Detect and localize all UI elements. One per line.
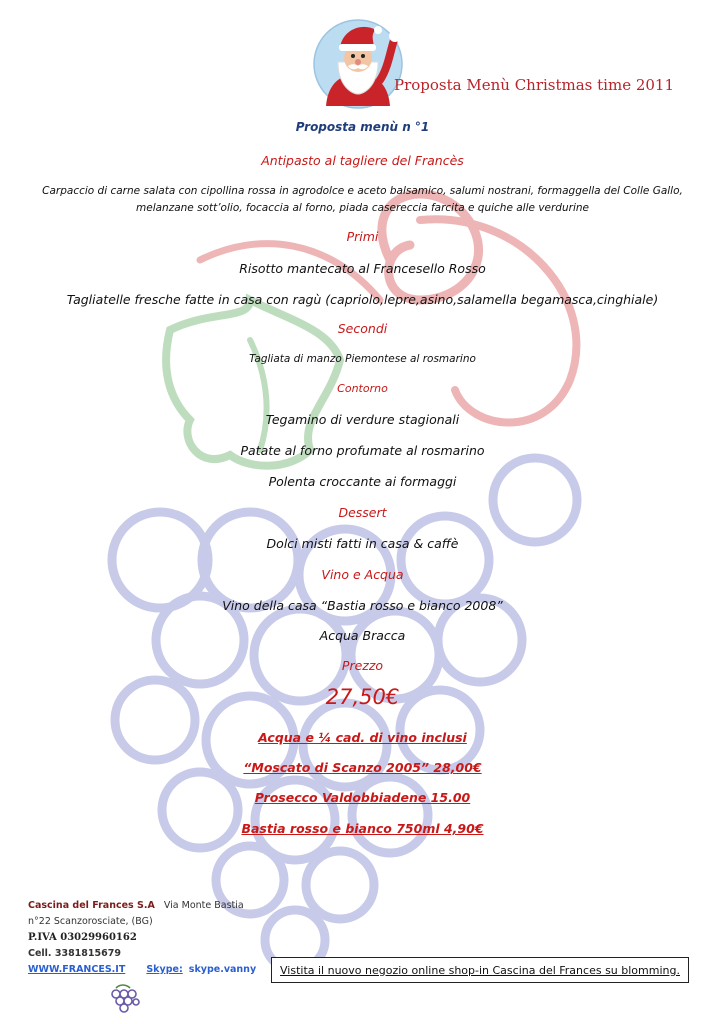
dessert-heading: Dessert [338, 505, 387, 520]
grape-cluster-icon [104, 982, 146, 1018]
menu-price: 27,50€ [325, 685, 400, 709]
antipasto-description: Carpaccio di carne salata con cipollina rossa in agrodolce e aceto balsamico, salumi nostrani, formaggella del Colle Gallo, melanzane sott’olio, focaccia al forno, piada casereccia farcita e quiche alle verdurine [42, 185, 683, 214]
extra-prosecco: Prosecco Valdobbiadene 15.00 [254, 790, 471, 805]
extra-water-wine: Acqua e ¼ cad. di vino inclusi [258, 730, 467, 745]
vino-item-2: Acqua Bracca [319, 628, 406, 643]
skype-id[interactable]: skype.vanny [188, 964, 257, 975]
street-address: Via Monte Bastia [163, 900, 244, 911]
dessert-item-1: Dolci misti fatti in casa & caffè [266, 536, 459, 551]
contorno-heading: Contorno [337, 382, 388, 395]
santa-claus-icon [312, 16, 404, 112]
menu-number: Proposta menù n °1 [295, 120, 430, 134]
contorno-item-2: Patate al forno profumate al rosmarino [240, 443, 485, 458]
city-address: n°22 Scanzorosciate, (BG) [28, 916, 153, 927]
shop-notice[interactable] [271, 957, 689, 983]
antipasto-heading: Antipasto al tagliere del Francès [261, 153, 464, 168]
extra-moscato: “Moscato di Scanzo 2005” 28,00€ [243, 760, 482, 775]
footer-links-row [28, 962, 256, 978]
extra-bastia: Bastia rosso e bianco 750ml 4,90€ [241, 821, 484, 836]
prezzo-heading: Prezzo [341, 658, 384, 673]
footer-contacts [28, 898, 256, 978]
primi-heading: Primi [346, 229, 379, 244]
shop-notice-text: Vistita il nuovo negozio online shop-in Cascina del Frances su blomming. [280, 963, 680, 977]
contorno-item-3: Polenta croccante ai formaggi [268, 474, 457, 489]
document-title: Proposta Menù Christmas time 2011 [394, 76, 675, 94]
primi-item-2: Tagliatelle fresche fatte in casa con ragù (capriolo,lepre,asino,salamella begamasca,cinghiale) [66, 292, 659, 307]
secondi-item-1: Tagliata di manzo Piemontese al rosmarino [249, 353, 476, 365]
skype-label: Skype: [146, 964, 183, 975]
vat-number: P.IVA 03029960162 [28, 932, 137, 943]
secondi-heading: Secondi [337, 321, 388, 336]
company-name: Cascina del Frances S.A [28, 900, 155, 911]
cell-number: Cell. 3381815679 [28, 948, 121, 959]
vino-heading: Vino e Acqua [321, 567, 404, 582]
contorno-item-1: Tegamino di verdure stagionali [265, 412, 460, 427]
vino-item-1: Vino della casa “Bastia rosso e bianco 2008” [222, 598, 503, 613]
website-link[interactable]: WWW.FRANCES.IT [28, 964, 126, 975]
footer-company-row [28, 898, 256, 914]
primi-item-1: Risotto mantecato al Francesello Rosso [239, 261, 486, 276]
